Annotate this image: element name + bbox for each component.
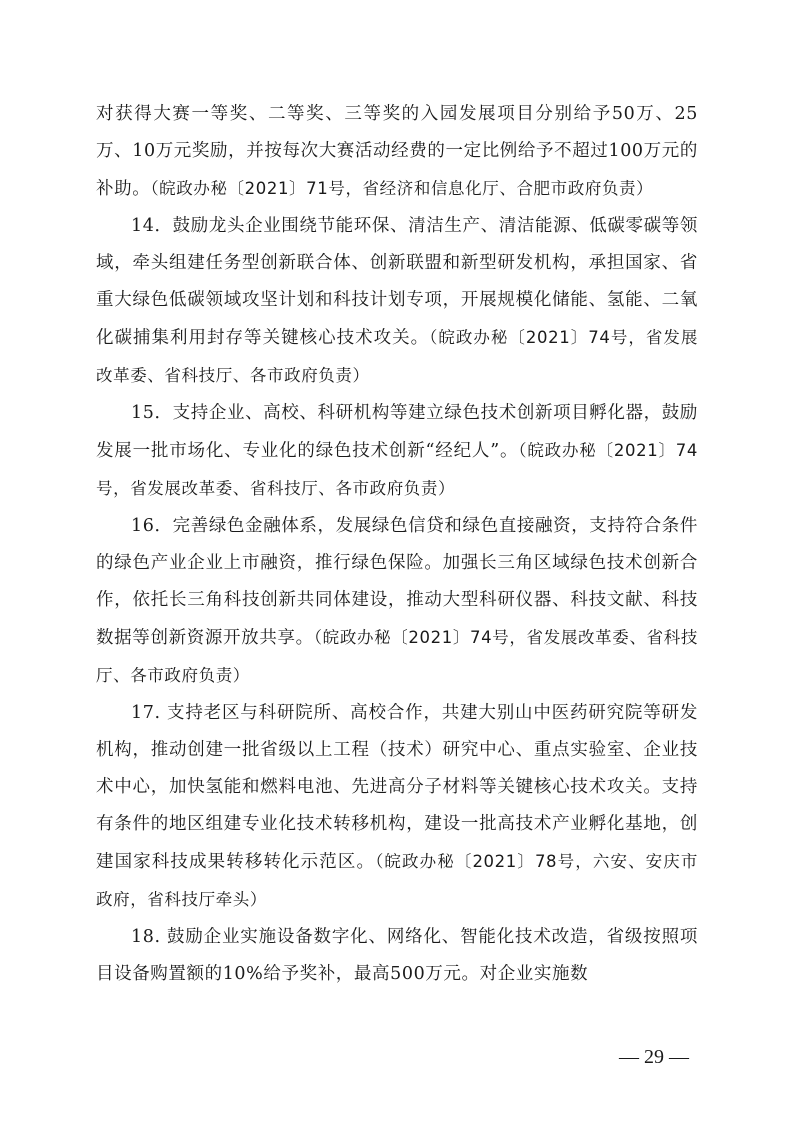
paragraph-18 (96, 919, 698, 993)
paragraph-text: 14．鼓励龙头企业围绕节能环保、清洁生产、清洁能源、低碳零碳等领域，牵头组建任务型创新联合体、创新联盟和新型研发机构，承担国家、省重大绿色低碳领域攻坚计划和科技计划专项，开展规模化储能、氢能、二氧化碳捕集利用封存等关键核心技术攻关。 (96, 216, 698, 348)
responsibility-note: （皖政办秘〔2021〕74号，省发展改革委、省科技厅、各市政府负责） (96, 441, 698, 498)
responsibility-note: （皖政办秘〔2021〕74号，省发展改革委、省科技厅、各市政府负责） (96, 328, 698, 385)
responsibility-note: （皖政办秘〔2021〕71号，省经济和信息化厅、合肥市政府负责） (150, 179, 654, 198)
paragraph-text: 15．支持企业、高校、科研机构等建立绿色技术创新项目孵化器，鼓励发展一批市场化、专业化的绿色技术创新“经纪人”。 (96, 403, 698, 461)
document-body (96, 96, 698, 993)
paragraph-text: 18. 鼓励企业实施设备数字化、网络化、智能化技术改造，省级按照项目设备购置额的10%给予奖补，最高500万元。对企业实施数 (96, 927, 698, 984)
paragraph-13-continuation (96, 96, 698, 208)
responsibility-note: （皖政办秘〔2021〕74号，省发展改革委、省科技厅、各市政府负责） (96, 628, 698, 685)
paragraph-text: 17. 支持老区与科研院所、高校合作，共建大别山中医药研究院等研发机构，推动创建一批省级以上工程（技术）研究中心、重点实验室、企业技术中心，加快氢能和燃料电池、先进高分子材料等关键核心技术攻关。支持有条件的地区组建专业化技术转移机构，建设一批高技术产业孵化基地，创建国家科技成果转移转化示范区。 (96, 703, 698, 872)
paragraph-text: 对获得大赛一等奖、二等奖、三等奖的入园发展项目分别给予50万、25万、10万元奖励，并按每次大赛活动经费的一定比例给予不超过100万元的补助。 (96, 104, 698, 199)
paragraph-text: 16．完善绿色金融体系，发展绿色信贷和绿色直接融资，支持符合条件的绿色产业企业上市融资，推行绿色保险。加强长三角区域绿色技术创新合作，依托长三角科技创新共同体建设，推动大型科研仪器、科技文献、科技数据等创新资源开放共享。 (96, 516, 698, 648)
responsibility-note: （皖政办秘〔2021〕78号，六安、安庆市政府，省科技厅牵头） (96, 852, 698, 909)
paragraph-14 (96, 208, 698, 395)
paragraph-17 (96, 695, 698, 919)
page-number: — 29 — (619, 1046, 689, 1068)
paragraph-16 (96, 508, 698, 695)
paragraph-15 (96, 395, 698, 508)
